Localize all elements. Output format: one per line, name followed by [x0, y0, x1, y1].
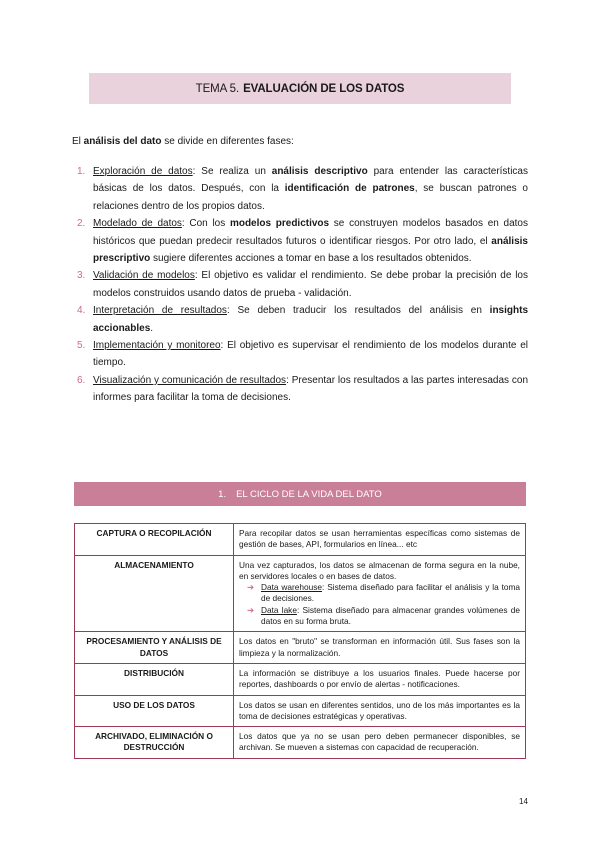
table-row	[75, 632, 526, 664]
intro-post: se divide en diferentes fases:	[161, 136, 294, 147]
intro-pre: El	[72, 136, 84, 147]
sub-item	[239, 582, 520, 605]
section-heading	[74, 482, 526, 506]
phase-item	[72, 337, 528, 372]
description-cell: Los datos se usan en diferentes sentidos, uno de los más importantes es la toma de decisiones estratégicas y operativas.	[234, 695, 526, 727]
sub-item	[239, 605, 520, 628]
phase-text: se construyen modelos basados en datos históricos que puedan predecir resultados futuros o identificar riesgos. Por otro lado, el	[93, 218, 528, 247]
phase-bold: insights accionables	[93, 305, 529, 334]
phase-bold: análisis descriptivo	[271, 166, 368, 177]
stage-cell: PROCESAMIENTO Y ANÁLISIS DE DATOS	[75, 632, 234, 664]
phase-text: : El objetivo es validar el rendimiento. Se debe probar la precisión de los modelos construidos usando datos de prueba - validación.	[93, 270, 528, 299]
sub-item-text: : Sistema diseñado para almacenar grandes volúmenes de datos en su forma bruta.	[261, 604, 520, 627]
phase-item	[72, 267, 528, 302]
description-cell: Los datos que ya no se usan pero deben permanecer disponibles, se archivan. Se mueven a sistemas con capacidad de recuperación.	[234, 727, 526, 759]
sub-item-name: Data warehouse	[261, 582, 323, 593]
intro-paragraph	[72, 136, 294, 147]
page-number: 14	[519, 797, 528, 806]
arrow-icon: ➔	[247, 582, 254, 593]
section-title: EL CICLO DE LA VIDA DEL DATO	[236, 488, 382, 500]
phase-number: 5.	[77, 340, 86, 352]
sub-item-text: : Sistema diseñado para facilitar el análisis y la toma de decisiones.	[261, 582, 521, 604]
intro-bold: análisis del dato	[83, 136, 162, 147]
table-row	[75, 663, 526, 695]
phase-text: .	[150, 322, 154, 334]
section-number: 1.	[218, 488, 227, 500]
phases-list	[72, 163, 528, 407]
title-main: EVALUACIÓN DE LOS DATOS	[243, 82, 405, 95]
phase-item	[72, 163, 528, 215]
phase-bold: modelos predictivos	[229, 218, 330, 230]
phase-number: 1.	[77, 166, 86, 177]
phase-text: : El objetivo es supervisar el rendimiento de los modelos durante el tiempo.	[93, 340, 528, 369]
phase-bold: identificación de patrones	[284, 183, 415, 195]
data-lifecycle-table	[74, 523, 526, 759]
phase-name: Visualización y comunicación de resultados	[93, 374, 287, 386]
phase-text: : Se deben traducir los resultados del análisis en	[226, 305, 490, 317]
description-cell: Para recopilar datos se usan herramientas específicas como sistemas de gestión de bases, API, formularios en línea... etc	[234, 524, 526, 556]
description-cell: La información se distribuye a los usuarios finales. Puede hacerse por reportes, dashboards o por envío de alertas - notificaciones.	[234, 663, 526, 695]
phase-text: : Presentar los resultados a las partes interesadas con informes para facilitar la toma de decisiones.	[93, 374, 529, 404]
phase-number: 3.	[77, 270, 86, 282]
table-row	[75, 727, 526, 759]
phase-bold: análisis prescriptivo	[93, 235, 528, 265]
description-cell	[234, 555, 526, 632]
phase-name: Interpretación de resultados	[93, 305, 227, 317]
stage-cell: DISTRIBUCIÓN	[75, 663, 234, 695]
description-cell: Los datos en "bruto" se transforman en información útil. Sus fases son la limpieza y la normalización.	[234, 632, 526, 664]
stage-cell: CAPTURA O RECOPILACIÓN	[75, 524, 234, 556]
phase-name: Exploración de datos	[93, 166, 193, 177]
phase-text: sugiere diferentes acciones a tomar en base a los resultados obtenidos.	[150, 253, 472, 265]
phase-name: Validación de modelos	[93, 270, 195, 282]
phase-number: 6.	[77, 374, 86, 386]
table-row	[75, 555, 526, 632]
page-title	[89, 73, 511, 104]
phase-item	[72, 302, 528, 337]
stage-cell: ALMACENAMIENTO	[75, 555, 234, 632]
sub-item-name: Data lake	[261, 604, 297, 615]
phase-text: : Con los	[181, 218, 230, 230]
phase-name: Modelado de datos	[93, 218, 182, 230]
title-prefix: TEMA 5.	[195, 82, 240, 95]
phase-name: Implementación y monitoreo	[93, 340, 221, 352]
phase-number: 2.	[77, 218, 86, 230]
phase-item	[72, 215, 528, 267]
phase-item	[72, 372, 528, 407]
phase-text: : Se realiza un	[192, 166, 272, 177]
description-text: Una vez capturados, los datos se almacenan de forma segura en la nube, en servidores locales o en bases de datos.	[239, 559, 520, 581]
phase-number: 4.	[77, 305, 86, 317]
table-row	[75, 695, 526, 727]
stage-cell: ARCHIVADO, ELIMINACIÓN O DESTRUCCIÓN	[75, 727, 234, 759]
phase-text: para entender las características básicas de los datos. Después, con la	[93, 166, 528, 195]
table-row	[75, 524, 526, 556]
phase-text: , se buscan patrones o relaciones dentro de los propios datos.	[93, 183, 528, 212]
arrow-icon: ➔	[247, 604, 254, 615]
stage-cell: USO DE LOS DATOS	[75, 695, 234, 727]
